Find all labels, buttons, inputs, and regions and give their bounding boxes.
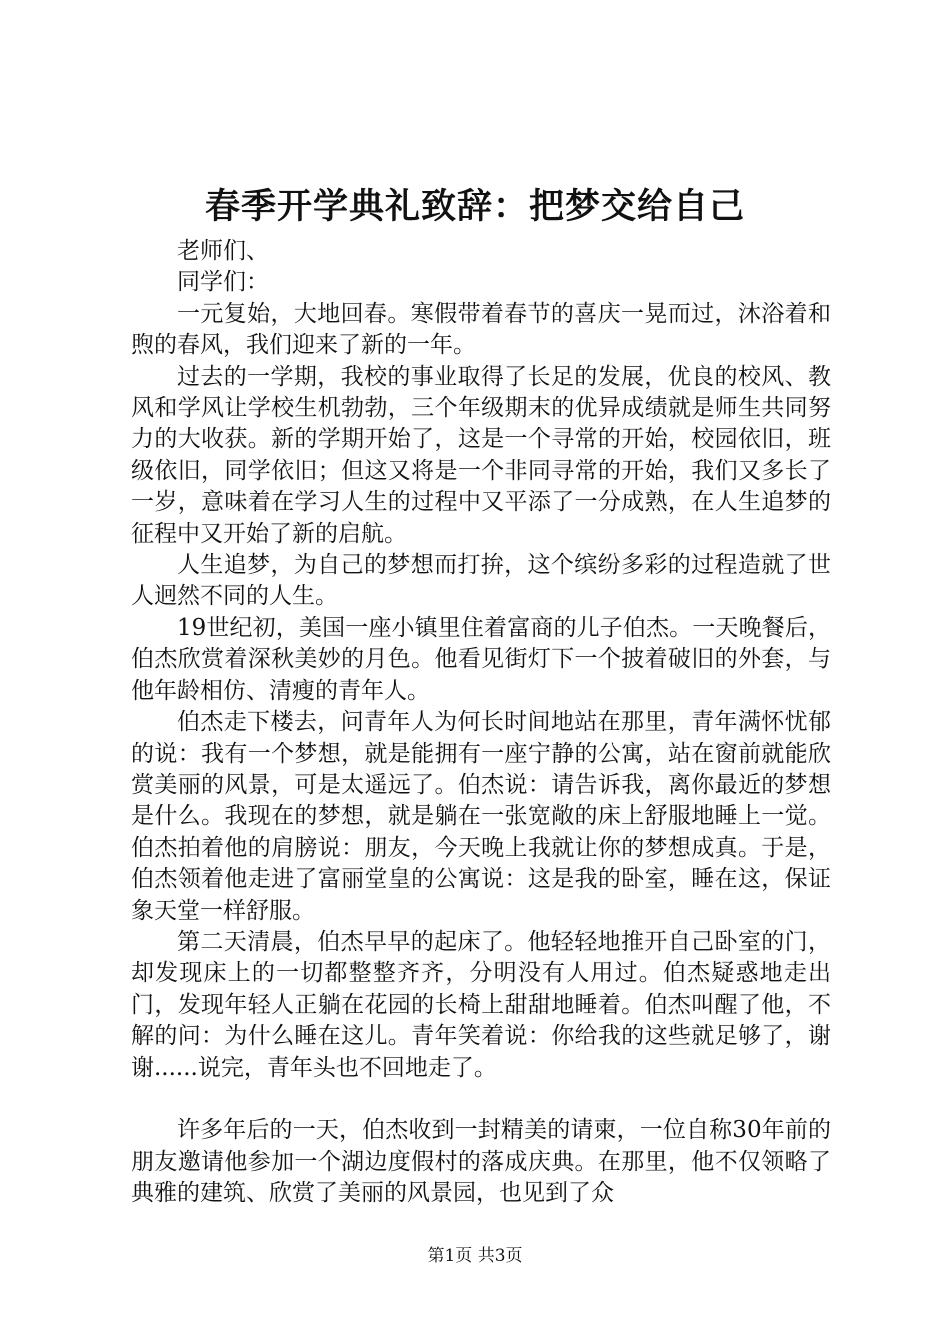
- paragraph: 19世纪初，美国一座小镇里住着富商的儿子伯杰。一天晚餐后，伯杰欣赏着深秋美妙的月色。他看见街灯下一个披着破旧的外套，与他年龄相仿、清瘦的青年人。: [131, 614, 831, 704]
- paragraph: 过去的一学期，我校的事业取得了长足的发展，优良的校风、教风和学风让学校生机勃勃，三个年级期末的优异成绩就是师生共同努力的大收获。新的学期开始了，这是一个寻常的开始，校园依旧，班级依旧，同学依旧；但这又将是一个非同寻常的开始，我们又多长了一岁，意味着在学习人生的过程中又平添了一分成熟，在人生追梦的征程中又开始了新的启航。: [131, 363, 831, 547]
- page-number-footer: 第1页 共3页: [427, 1246, 523, 1266]
- paragraph: 第二天清晨，伯杰早早的起床了。他轻轻地推开自己卧室的门，却发现床上的一切都整整齐齐，分明没有人用过。伯杰疑惑地走出门，发现年轻人正躺在花园的长椅上甜甜地睡着。伯杰叫醒了他，不解的问：为什么睡在这儿。青年笑着说：你给我的这些就足够了，谢谢......说完，青年头也不回地走了。: [131, 928, 831, 1081]
- document-body: [131, 236, 831, 1210]
- paragraph: 人生追梦，为自己的梦想而打拚，这个缤纷多彩的过程造就了世人迥然不同的人生。: [131, 552, 831, 610]
- paragraph: 许多年后的一天，伯杰收到一封精美的请柬，一位自称30年前的朋友邀请他参加一个湖边度假村的落成庆典。在那里，他不仅领略了典雅的建筑、欣赏了美丽的风景园，也见到了众: [131, 1117, 831, 1207]
- paragraph: 伯杰走下楼去，问青年人为何长时间地站在那里，青年满怀忧郁的说：我有一个梦想，就是能拥有一座宁静的公寓，站在窗前就能欣赏美丽的风景，可是太遥远了。伯杰说：请告诉我，离你最近的梦想是什么。我现在的梦想，就是躺在一张宽敞的床上舒服地睡上一觉。伯杰拍着他的肩膀说：朋友，今天晚上我就让你的梦想成真。于是，伯杰领着他走进了富丽堂皇的公寓说：这是我的卧室，睡在这，保证象天堂一样舒服。: [131, 709, 831, 924]
- salutation-teachers: 老师们、: [177, 238, 269, 264]
- paragraph: 一元复始，大地回春。寒假带着春节的喜庆一晃而过，沐浴着和煦的春风，我们迎来了新的一年。: [131, 300, 831, 359]
- salutation-students: 同学们：: [177, 269, 269, 296]
- document-title: 春季开学典礼致辞：把梦交给自己: [204, 186, 745, 227]
